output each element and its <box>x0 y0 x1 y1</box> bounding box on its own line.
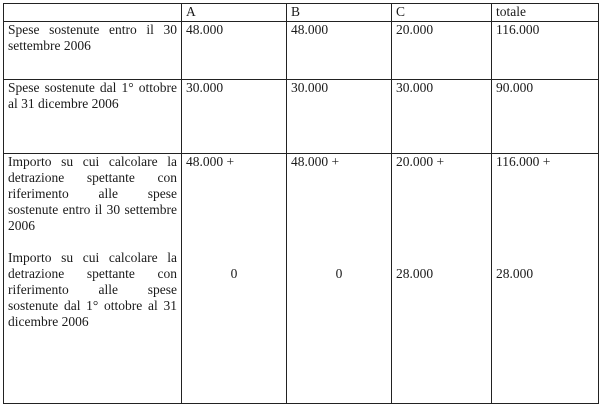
header-col-c: C <box>392 4 492 22</box>
row-spese-entro <box>4 22 599 80</box>
importo-label-entro: Importo su cui calcolare la detrazione spettante con riferimento alle spese sostenute entro il 30 settembre 2006 <box>8 154 177 233</box>
importo-label-dal: Importo su cui calcolare la detrazione spettante con riferimento alle spese sostenute dal 1° ottobre al 31 dicembre 2006 <box>8 250 177 329</box>
importo-cell-c <box>392 154 492 404</box>
expense-table <box>3 3 599 404</box>
header-col-a: A <box>182 4 287 22</box>
header-empty-cell <box>4 4 182 22</box>
importo-cell-total <box>492 154 599 404</box>
importo-total-part1: 116.000 + <box>496 154 551 169</box>
importo-a-part1: 48.000 + <box>186 154 235 169</box>
row-importo <box>4 154 599 404</box>
importo-cell-b <box>287 154 392 404</box>
importo-b-part2: 0 <box>335 266 343 281</box>
importo-c-part1: 20.000 + <box>396 154 445 169</box>
cell-total: 90.000 <box>492 80 599 154</box>
importo-a-part2: 0 <box>230 266 238 281</box>
cell-b: 48.000 <box>287 22 392 80</box>
row-spese-dal <box>4 80 599 154</box>
importo-cell-a <box>182 154 287 404</box>
cell-c: 20.000 <box>392 22 492 80</box>
cell-a: 30.000 <box>182 80 287 154</box>
row-label: Spese sostenute dal 1° ottobre al 31 dicembre 2006 <box>4 80 182 154</box>
header-row <box>4 4 599 22</box>
cell-a: 48.000 <box>182 22 287 80</box>
importo-b-part1: 48.000 + <box>291 154 340 169</box>
header-col-b: B <box>287 4 392 22</box>
importo-label-cell <box>4 154 182 404</box>
importo-c-part2: 28.000 <box>396 266 434 281</box>
header-col-total: totale <box>492 4 599 22</box>
cell-total: 116.000 <box>492 22 599 80</box>
spacer <box>8 234 177 250</box>
row-label: Spese sostenute entro il 30 settembre 2006 <box>4 22 182 80</box>
cell-b: 30.000 <box>287 80 392 154</box>
importo-total-part2: 28.000 <box>496 266 534 281</box>
cell-c: 30.000 <box>392 80 492 154</box>
